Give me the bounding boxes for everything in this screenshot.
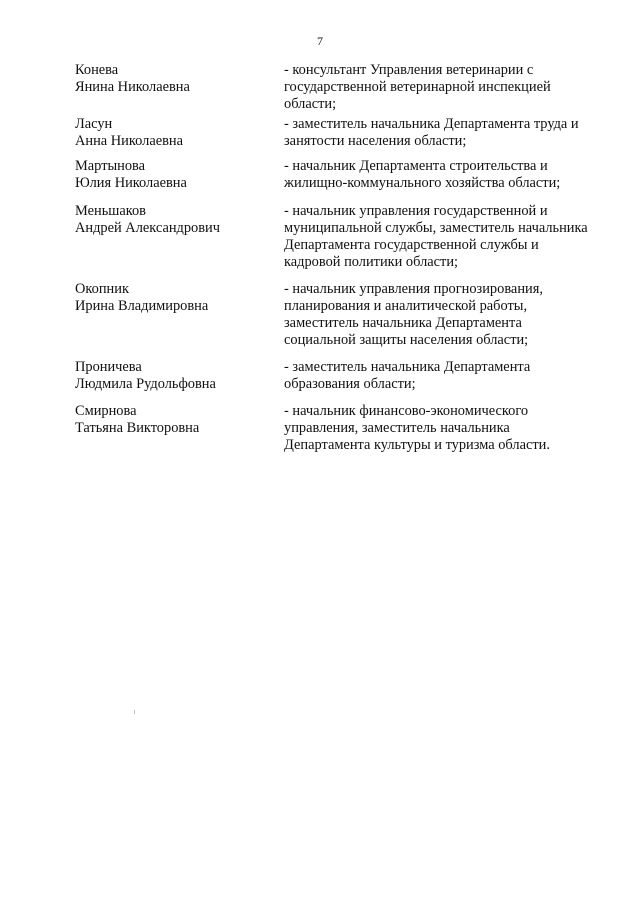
role-line: планирования и аналитической работы, (284, 298, 528, 314)
person-name (75, 203, 284, 271)
person-name (75, 281, 284, 349)
person-role (284, 281, 614, 349)
role-line: жилищно-коммунального хозяйства области; (284, 175, 561, 191)
role-line: области; (284, 96, 337, 112)
person-name (75, 116, 284, 150)
person-surname: Мартынова (75, 158, 146, 174)
role-line: муниципальной службы, заместитель начальника (284, 220, 588, 236)
person-given-names: Ирина Владимировна (75, 298, 209, 314)
personnel-entry-martynova (75, 158, 615, 192)
role-line: социальной защиты населения области; (284, 332, 529, 348)
personnel-entry-menshakov (75, 203, 615, 271)
personnel-entry-pronicheva (75, 359, 615, 393)
person-given-names: Андрей Александрович (75, 220, 220, 236)
person-role (284, 62, 614, 113)
role-line: - начальник финансово-экономического (284, 403, 529, 419)
role-line: - начальник Департамента строительства и (284, 158, 548, 174)
person-role (284, 116, 614, 150)
person-role (284, 203, 614, 271)
personnel-entry-okopnik (75, 281, 615, 349)
role-line: заместитель начальника Департамента (284, 315, 522, 331)
role-line: - начальник управления государственной и (284, 203, 548, 219)
role-line: образования области; (284, 376, 416, 392)
role-line: - заместитель начальника Департамента (284, 359, 531, 375)
role-line: Департамента государственной службы и (284, 237, 539, 253)
role-line: - начальник управления прогнозирования, (284, 281, 543, 297)
person-given-names: Татьяна Викторовна (75, 420, 200, 436)
person-surname: Проничева (75, 359, 142, 375)
person-surname: Конева (75, 62, 119, 78)
role-line: управления, заместитель начальника (284, 420, 510, 436)
person-surname: Смирнова (75, 403, 137, 419)
person-name (75, 158, 284, 192)
personnel-entry-lasun (75, 116, 615, 150)
person-given-names: Юлия Николаевна (75, 175, 187, 191)
role-line: государственной ветеринарной инспекцией (284, 79, 551, 95)
person-role (284, 403, 614, 454)
person-name (75, 403, 284, 454)
person-given-names: Анна Николаевна (75, 133, 183, 149)
person-surname: Окопник (75, 281, 129, 297)
page-number: 7 (317, 34, 323, 48)
person-role (284, 359, 614, 393)
person-name (75, 62, 284, 113)
personnel-entry-koneva (75, 62, 615, 113)
personnel-entry-smirnova (75, 403, 615, 454)
role-line: - консультант Управления ветеринарии с (284, 62, 534, 78)
role-line: - заместитель начальника Департамента труда и (284, 116, 579, 132)
person-name (75, 359, 284, 393)
scan-artifact-mark (134, 710, 135, 714)
person-given-names: Янина Николаевна (75, 79, 190, 95)
person-role (284, 158, 614, 192)
person-given-names: Людмила Рудольфовна (75, 376, 216, 392)
role-line: кадровой политики области; (284, 254, 459, 270)
person-surname: Меньшаков (75, 203, 146, 219)
person-surname: Ласун (75, 116, 113, 132)
role-line: Департамента культуры и туризма области. (284, 437, 550, 453)
role-line: занятости населения области; (284, 133, 467, 149)
